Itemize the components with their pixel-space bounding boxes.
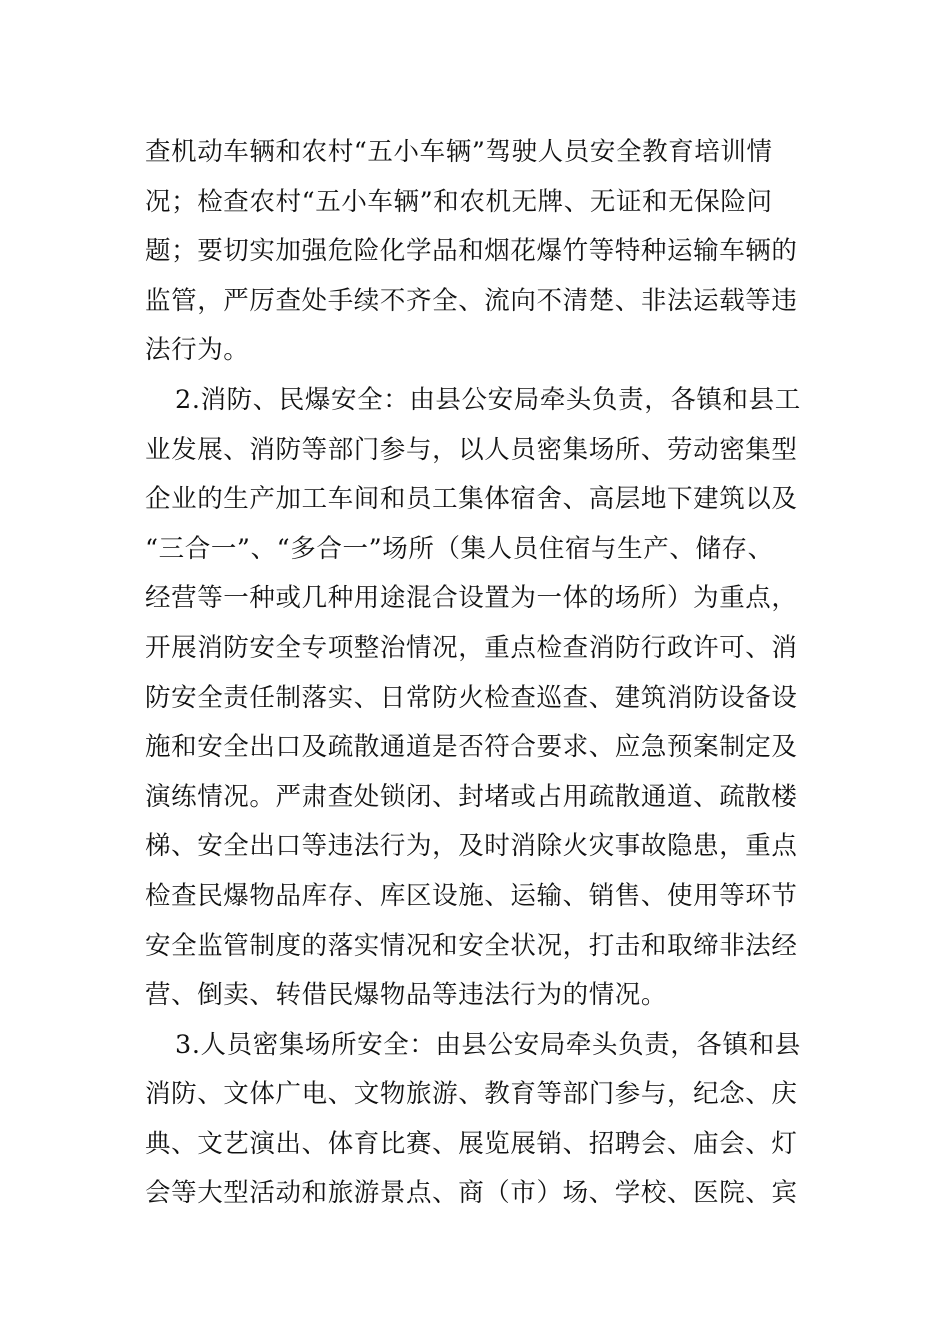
text-line: 监管，严厉查处手续不齐全、流向不清楚、非法运载等违: [145, 285, 798, 316]
text-line: 典、文艺演出、体育比赛、展览展销、招聘会、庙会、灯: [145, 1128, 798, 1159]
text-line: 演练情况。严肃查处锁闭、封堵或占用疏散通道、疏散楼: [145, 781, 798, 812]
section-heading-line: 3.人员密集场所安全：由县公安局牵头负责，各镇和县: [175, 1029, 801, 1060]
text-line: 检查民爆物品库存、库区设施、运输、销售、使用等环节: [145, 880, 798, 911]
text-line: 营、倒卖、转借民爆物品等违法行为的情况。: [145, 980, 668, 1011]
text-line: 法行为。: [145, 335, 250, 366]
section-heading-line: 2.消防、民爆安全：由县公安局牵头负责，各镇和县工: [175, 384, 801, 415]
text-line: 开展消防安全专项整治情况，重点检查消防行政许可、消: [145, 632, 798, 663]
text-line: “三合一”、“多合一”场所（集人员住宿与生产、储存、: [145, 533, 774, 564]
text-line: 防安全责任制落实、日常防火检查巡查、建筑消防设备设: [145, 682, 798, 713]
text-line: 业发展、消防等部门参与，以人员密集场所、劳动密集型: [145, 434, 798, 465]
text-line: 经营等一种或几种用途混合设置为一体的场所）为重点，: [145, 583, 798, 614]
text-line: 会等大型活动和旅游景点、商（市）场、学校、医院、宾: [145, 1178, 798, 1209]
text-line: 消防、文体广电、文物旅游、教育等部门参与，纪念、庆: [145, 1079, 798, 1110]
text-line: 况；检查农村“五小车辆”和农机无牌、无证和无保险问: [145, 186, 773, 217]
text-line: 查机动车辆和农村“五小车辆”驾驶人员安全教育培训情: [145, 137, 773, 167]
text-line: 企业的生产加工车间和员工集体宿舍、高层地下建筑以及: [145, 484, 798, 515]
text-line: 梯、安全出口等违法行为，及时消除火灾事故隐患，重点: [145, 831, 798, 862]
text-line: 安全监管制度的落实情况和安全状况，打击和取缔非法经: [145, 930, 798, 961]
text-line: 施和安全出口及疏散通道是否符合要求、应急预案制定及: [145, 732, 798, 763]
body-text: [145, 128, 805, 1219]
text-line: 题；要切实加强危险化学品和烟花爆竹等特种运输车辆的: [145, 236, 798, 267]
